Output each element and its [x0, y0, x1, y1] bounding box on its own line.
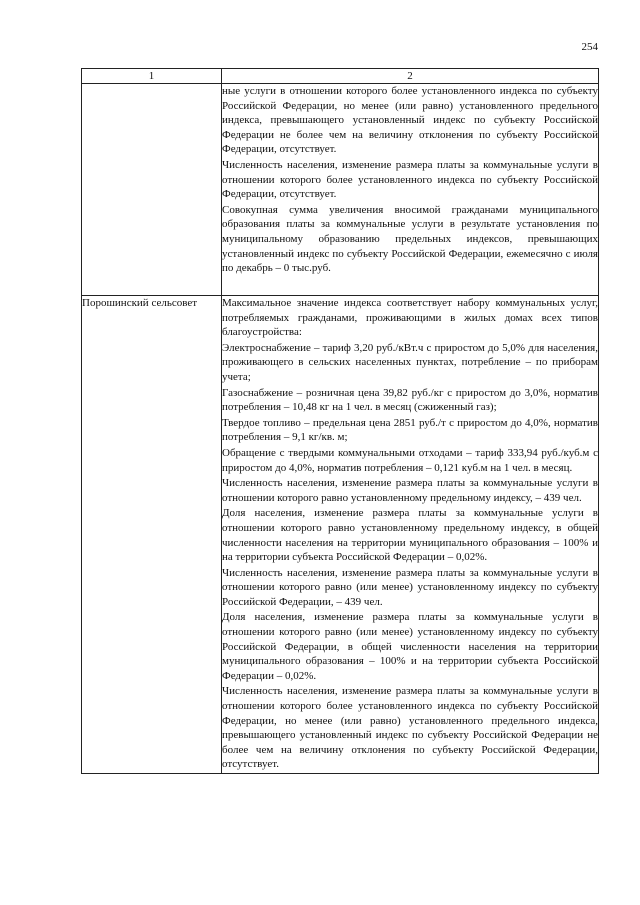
municipality-name-cell: [82, 84, 222, 296]
paragraph: Электроснабжение – тариф 3,20 руб./кВт.ч с приростом до 5,0% для населения, проживающего в сельских населенных пунктах, потребление – по приборам учета;: [222, 341, 598, 383]
column-header-1: 1: [82, 69, 222, 84]
paragraph: Газоснабжение – розничная цена 39,82 руб./кг с приростом до 3,0%, норматив потребления – 10,48 кг на 1 чел. в месяц (сжиженный газ);: [222, 386, 598, 414]
paragraph: Численность населения, изменение размера платы за коммунальные услуги в отношении которого равно (или менее) установленному индексу по субъекту Российской Федерации, – 439 чел.: [222, 566, 598, 608]
paragraph: Численность населения, изменение размера платы за коммунальные услуги в отношении которого более установленного индекса по субъекту Российской Федерации, но менее (или равно) установленного предельного индекса, превышающего установленный индекс по субъекту Российской Федерации не более чем на величину отклонения по субъекту Российской Федерации, отсутствует.: [222, 685, 598, 771]
description-cell: [222, 296, 599, 774]
column-header-2: 2: [222, 69, 599, 84]
paragraph: Численность населения, изменение размера платы за коммунальные услуги в отношении которого более установленного индекса по субъекту Российской Федерации, отсутствует.: [222, 158, 598, 201]
paragraph: Доля населения, изменение размера платы за коммунальные услуги в отношении которого равно (или менее) установленному индексу по субъекту Российской Федерации, в общей численности населения на территории муниципального образования – 100% и на территории субъекта Российской Федерации – 0,02%.: [222, 611, 598, 682]
paragraph: ные услуги в отношении которого более установленного индекса по субъекту Российской Федерации, но менее (или равно) установленного предельного индекса, превышающего установленный индекс по субъекту Российской Федерации не более чем на величину отклонения по субъекту Российской Федерации, отсутствует.: [222, 85, 598, 156]
paragraph: Максимальное значение индекса соответствует набору коммунальных услуг, потребляемых гражданами, проживающими в жилых домах всех типов благоустройства:: [222, 297, 598, 339]
paragraph: Твердое топливо – предельная цена 2851 руб./т с приростом до 4,0%, норматив потребления – 9,1 кг/кв. м;: [222, 416, 598, 444]
table-header-row: [82, 69, 599, 84]
paragraph: Численность населения, изменение размера платы за коммунальные услуги в отношении которого равно установленному предельному индексу, – 439 чел.: [222, 477, 598, 504]
document-table: [81, 68, 599, 774]
table-row: [82, 296, 599, 774]
page-number: 254: [581, 41, 598, 53]
description-cell: [222, 84, 599, 296]
municipality-name-cell: Порошинский сельсовет: [82, 296, 222, 774]
table-row: [82, 84, 599, 296]
paragraph: Доля населения, изменение размера платы за коммунальные услуги в отношении которого равно установленному предельному индексу, в общей численности населения на территории муниципального образования – 100% и на территории субъекта Российской Федерации – 0,02%.: [222, 507, 598, 564]
paragraph: Обращение с твердыми коммунальными отходами – тариф 333,94 руб./куб.м с приростом до 4,0%, норматив потребления – 0,121 куб.м на 1 чел. в месяц.: [222, 446, 598, 474]
paragraph: Совокупная сумма увеличения вносимой гражданами муниципального образования платы за коммунальные услуги в результате установления по муниципальному образованию предельных индексов, превышающих установленный индекс по субъекту Российской Федерации, ежемесячно с июля по декабрь – 0 тыс.руб.: [222, 203, 598, 275]
